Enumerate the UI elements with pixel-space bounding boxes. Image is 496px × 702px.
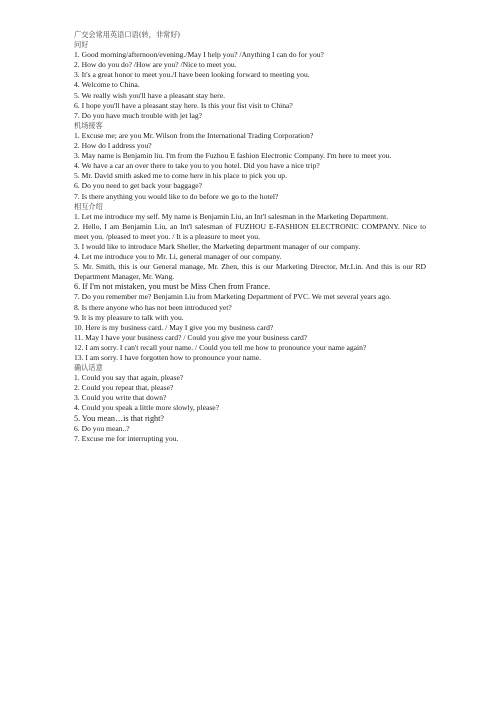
document-body xyxy=(74,30,426,444)
text-line: 3. I would like to introduce Mark Sheller, the Marketing department manager of our company. xyxy=(74,241,361,251)
section-introductions xyxy=(74,202,426,364)
section-heading: 相互介绍 xyxy=(74,201,103,211)
section-airport-pickup xyxy=(74,121,426,202)
text-line: 4. Let me introduce you to Mr. Li, general manager of our company. xyxy=(74,252,282,262)
text-line: 4. We have a car an over there to take you to you hotel. Did you have a nice trip? xyxy=(74,161,320,171)
text-line: 12. I am sorry. I can't recall your name. / Could you tell me how to pronounce your name again? xyxy=(74,342,367,352)
text-line: 10. Here is my business card. / May I give you my business card? xyxy=(74,322,274,332)
text-line: 4. Could you speak a little more slowly, please? xyxy=(74,403,220,413)
text-line: 5. We really wish you'll have a pleasant stay here. xyxy=(74,90,225,100)
text-line: 2. How do you do? /How are you? /Nice to meet you. xyxy=(74,60,237,70)
text-line: 1. Good morning/afternoon/evening./May I help you? /Anything I can do for you? xyxy=(74,50,324,60)
section-greetings xyxy=(74,40,426,121)
text-line: 7. Do you remember me? Benjamin Liu from Marketing Department of PVC. We met several years ago. xyxy=(74,292,392,302)
text-line: 2. Hello, I am Benjamin Liu, an Int'l salesman of FUZHOU E-FASHION ELECTRONIC COMPANY. Nice to meet you. /pleased to meet you. / It is a pleasure to meet you. xyxy=(74,221,426,241)
text-line: 13. I am sorry. I have forgotten how to pronounce your name. xyxy=(74,353,262,362)
section-confirm-meaning xyxy=(74,363,426,444)
text-line: 11. May I have your business card? / Could you give me your business card? xyxy=(74,332,308,342)
text-line: 8. Is there anyone who has not been introduced yet? xyxy=(74,302,232,312)
document-title: 广交会常用英语口语(转，非常好) xyxy=(74,30,181,39)
text-line: 6. Do you need to get back your baggage? xyxy=(74,181,202,191)
text-line: 5. You mean…is that right? xyxy=(74,413,165,423)
text-line: 6. I hope you'll have a pleasant stay here. Is this your fist visit to China? xyxy=(74,100,293,110)
text-line: 4. Welcome to China. xyxy=(74,80,140,90)
text-line: 2. How do I address you? xyxy=(74,141,152,151)
text-line: 1. Let me introduce my self. My name is Benjamin Liu, an Int'l salesman in the Marketing Department. xyxy=(74,211,389,221)
text-line: 1. Excuse me; are you Mr. Wilson from the International Trading Corporation? xyxy=(74,130,314,140)
text-line: 2. Could you repeat that, please? xyxy=(74,383,174,393)
text-line: 9. It is my pleasure to talk with you. xyxy=(74,312,184,322)
text-line: 7. Is there anything you would like to do before we go to the hotel? xyxy=(74,191,279,201)
text-line: 6. If I'm not mistaken, you must be Miss Chen from France. xyxy=(74,282,271,292)
section-heading: 确认话意 xyxy=(74,363,103,373)
section-heading: 机场接客 xyxy=(74,120,103,130)
text-line: 3. May name is Benjamin liu. I'm from the Fuzhou E fashion Electronic Company. I'm here to meet you. xyxy=(74,151,392,161)
text-line: 1. Could you say that again, please? xyxy=(74,373,184,383)
section-heading: 问好 xyxy=(74,40,89,50)
text-line: 3. Could you write that down? xyxy=(74,393,167,403)
text-line: 5. Mr. Smith, this is our General manage, Mr. Zhen, this is our Marketing Director, Mr.Lin. And this is our RD Department Manager, Mr. Wang. xyxy=(74,262,426,282)
text-line: 7. Excuse me for interrupting you. xyxy=(74,433,179,443)
text-line: 6. Do you mean..? xyxy=(74,423,130,433)
text-line: 3. It's a great honor to meet you./I have been looking forward to meeting you. xyxy=(74,70,310,80)
text-line: 5. Mr. David smith asked me to come here in his place to pick you up. xyxy=(74,171,288,181)
text-line: 7. Do you have much trouble with jet lag? xyxy=(74,110,203,120)
